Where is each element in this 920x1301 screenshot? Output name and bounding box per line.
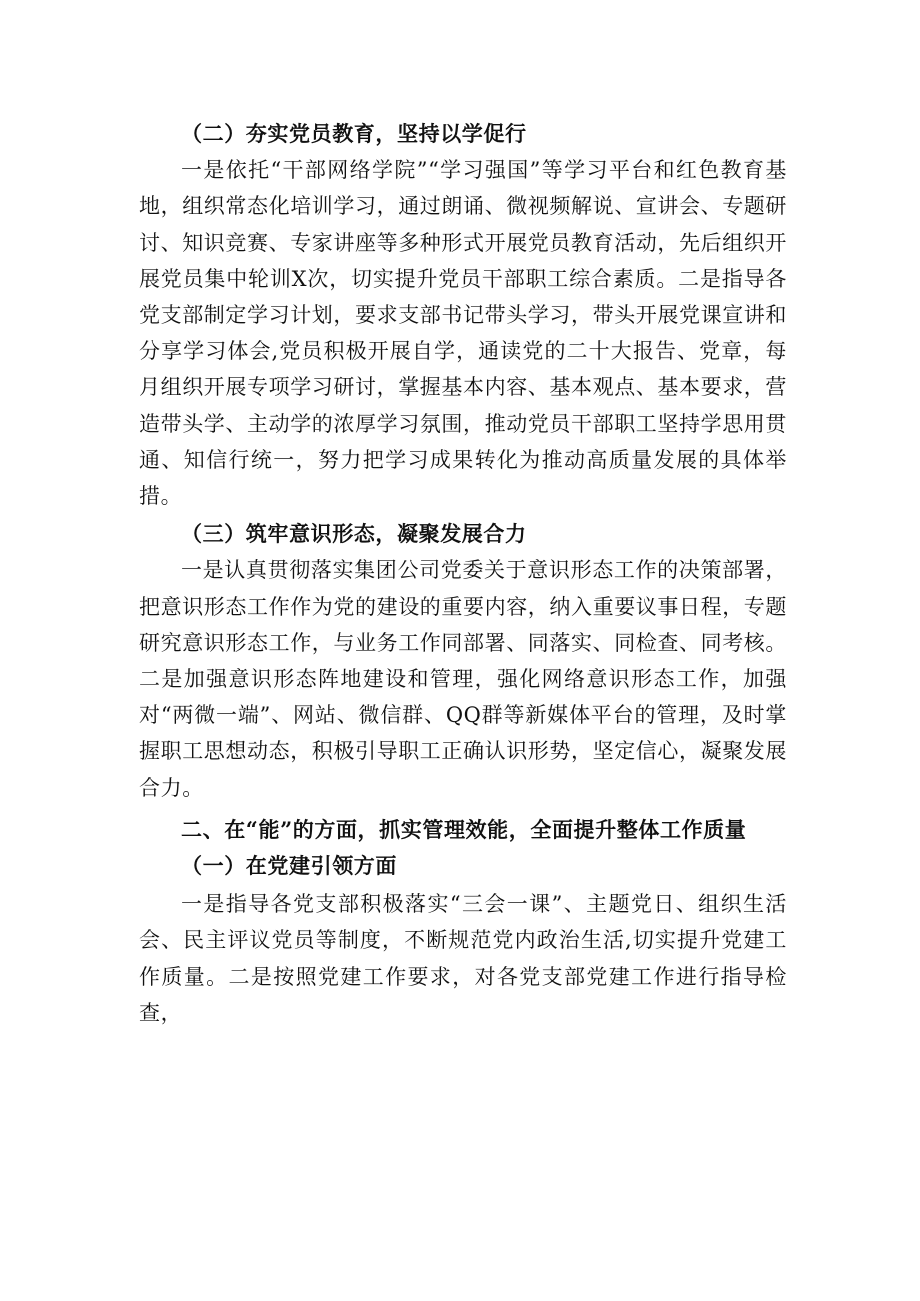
section-heading-2-2: （二）夯实党员教育，坚持以学促行: [181, 121, 527, 146]
section-heading-3-1: （一）在党建引领方面: [181, 853, 397, 879]
body-paragraph: 一是认真贯彻落实集团公司党委关于意识形态工作的决策部署，把意识形态工作作为党的建设的重要内容，纳入重要议事日程，专题研究意识形态工作，与业务工作同部署、同落实、同检查、同考核。二是加强意识形态阵地建设和管理，强化网络意识形态工作，加强对“两微一端”、网站、微信群、QQ群等新媒体平台的管理，及时掌握职工思想动态，积极引导职工正确认识形势，坚定信心，凝聚发展合力。: [139, 558, 787, 800]
section-heading-2-3: （三）筑牢意识形态，凝聚发展合力: [181, 521, 527, 547]
chapter-heading-2: 二、在“能”的方面，抓实管理效能，全面提升整体工作质量: [181, 816, 747, 842]
body-paragraph: 一是指导各党支部积极落实“三会一课”、主题党日、组织生活会、民主评议党员等制度，不断规范党内政治生活,切实提升党建工作质量。二是按照党建工作要求，对各党支部党建工作进行指导检查，: [139, 892, 787, 1025]
body-paragraph: 一是依托“干部网络学院”“学习强国”等学习平台和红色教育基地，组织常态化培训学习，通过朗诵、微视频解说、宣讲会、专题研讨、知识竞赛、专家讲座等多种形式开展党员教育活动，先后组织开展党员集中轮训X次，切实提升党员干部职工综合素质。二是指导各党支部制定学习计划，要求支部书记带头学习，带头开展党课宣讲和分享学习体会,党员积极开展自学，通读党的二十大报告、党章，每月组织开展专项学习研讨，掌握基本内容、基本观点、基本要求，营造带头学、主动学的浓厚学习氛围，推动党员干部职工坚持学思用贯通、知信行统一，努力把学习成果转化为推动高质量发展的具体举措。: [139, 158, 787, 509]
document-body: [139, 116, 787, 1031]
